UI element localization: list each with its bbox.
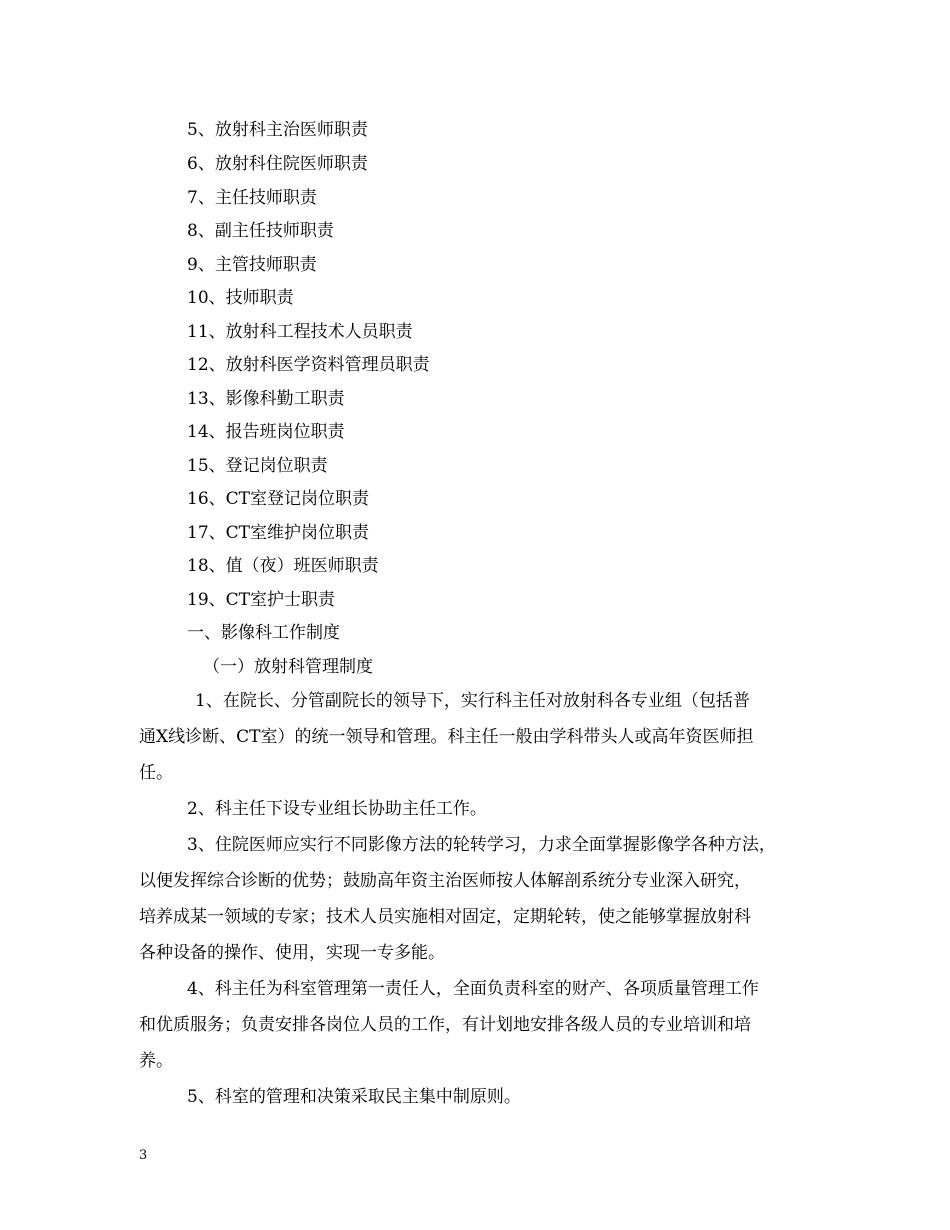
paragraph-line: 4、科主任为科室管理第一责任人，全面负责科室的财产、各项质量管理工作 [187, 979, 759, 999]
paragraph-line: 养。 [139, 1051, 173, 1071]
paragraph-line: 5、科室的管理和决策采取民主集中制原则。 [187, 1087, 521, 1107]
paragraph-line: 1、在院长、分管副院长的领导下，实行科主任对放射科各专业组（包括普 [195, 691, 750, 711]
toc-item: 7、主任技师职责 [187, 188, 317, 208]
paragraph-line: 培养成某一领域的专家；技术人员实施相对固定，定期轮转，使之能够掌握放射科 [139, 907, 751, 927]
toc-item: 14、报告班岗位职责 [187, 422, 345, 442]
toc-item: 9、主管技师职责 [187, 255, 317, 275]
paragraph-line: 各种设备的操作、使用，实现一专多能。 [139, 943, 445, 963]
toc-item: 15、登记岗位职责 [187, 456, 328, 476]
paragraph-line: 和优质服务；负责安排各岗位人员的工作，有计划地安排各级人员的专业培训和培 [139, 1015, 751, 1035]
toc-item: 13、影像科勤工职责 [187, 389, 345, 409]
toc-item: 10、技师职责 [187, 288, 294, 308]
paragraph-line: 以便发挥综合诊断的优势；鼓励高年资主治医师按人体解剖系统分专业深入研究， [139, 871, 751, 891]
section-heading: 一、影像科工作制度 [187, 623, 340, 643]
toc-item: 6、放射科住院医师职责 [187, 154, 368, 174]
paragraph-line: 任。 [139, 763, 173, 783]
paragraph-line: 3、住院医师应实行不同影像方法的轮转学习，力求全面掌握影像学各种方法， [187, 835, 776, 855]
toc-item: 17、CT室维护岗位职责 [187, 523, 369, 543]
toc-item: 19、CT室护士职责 [187, 590, 335, 610]
toc-item: 16、CT室登记岗位职责 [187, 489, 369, 509]
page-number: 3 [139, 1148, 148, 1163]
paragraph-line: 通X线诊断、CT室）的统一领导和管理。科主任一般由学科带头人或高年资医师担 [139, 727, 754, 747]
toc-item: 18、值（夜）班医师职责 [187, 556, 379, 576]
toc-item: 12、放射科医学资料管理员职责 [187, 355, 430, 375]
paragraph-line: 2、科主任下设专业组长协助主任工作。 [187, 799, 487, 819]
toc-item: 5、放射科主治医师职责 [187, 120, 368, 140]
subsection-heading: （一）放射科管理制度 [203, 657, 373, 677]
toc-item: 8、副主任技师职责 [187, 221, 334, 241]
toc-item: 11、放射科工程技术人员职责 [187, 322, 413, 342]
